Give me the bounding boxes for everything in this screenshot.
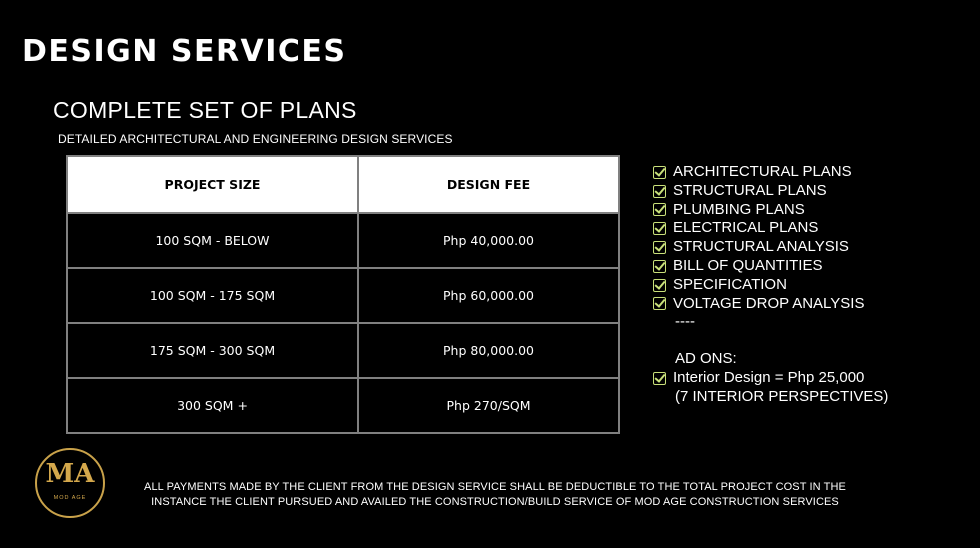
design-fee-cell: Php 60,000.00 xyxy=(358,268,619,323)
table-row xyxy=(67,323,619,378)
checkbox-checked-icon xyxy=(653,185,666,198)
payment-note xyxy=(120,480,870,509)
list-item xyxy=(653,276,888,295)
table-row xyxy=(67,213,619,268)
list-item xyxy=(653,295,888,314)
checkbox-checked-icon xyxy=(653,222,666,235)
design-fee-cell: Php 80,000.00 xyxy=(358,323,619,378)
inclusion-label: STRUCTURAL ANALYSIS xyxy=(673,238,849,256)
list-item xyxy=(653,182,888,201)
design-fee-cell: Php 270/SQM xyxy=(358,378,619,433)
spacer xyxy=(653,332,888,350)
checkbox-checked-icon xyxy=(653,372,666,385)
column-header-design-fee: DESIGN FEE xyxy=(358,156,619,213)
project-size-cell: 100 SQM - 175 SQM xyxy=(67,268,358,323)
inclusions-list xyxy=(653,163,888,407)
list-item xyxy=(653,238,888,257)
addon-item xyxy=(653,369,888,388)
list-item xyxy=(653,257,888,276)
project-size-cell: 300 SQM + xyxy=(67,378,358,433)
addon-label: Interior Design = Php 25,000 xyxy=(673,368,865,386)
checkbox-checked-icon xyxy=(653,241,666,254)
inclusion-label: ARCHITECTURAL PLANS xyxy=(673,163,852,180)
list-item xyxy=(653,163,888,182)
mod-age-logo xyxy=(35,448,105,518)
checkbox-checked-icon xyxy=(653,297,666,310)
logo-monogram: MA xyxy=(45,459,95,489)
inclusion-label: STRUCTURAL PLANS xyxy=(673,181,827,199)
separator: ---- xyxy=(675,313,695,331)
project-size-cell: 100 SQM - BELOW xyxy=(67,213,358,268)
addons-heading: AD ONS: xyxy=(675,350,737,368)
table-row xyxy=(67,378,619,433)
column-header-project-size: PROJECT SIZE xyxy=(67,156,358,213)
inclusion-label: PLUMBING PLANS xyxy=(673,200,805,218)
payment-note-line: ALL PAYMENTS MADE BY THE CLIENT FROM THE DESIGN SERVICE SHALL BE DEDUCTIBLE TO THE TOTAL PROJECT COST IN THE xyxy=(144,481,846,493)
section-description: DETAILED ARCHITECTURAL AND ENGINEERING DESIGN SERVICES xyxy=(58,132,453,146)
logo-wordmark: MOD AGE xyxy=(53,495,87,501)
table-row xyxy=(67,268,619,323)
inclusion-label: SPECIFICATION xyxy=(673,275,787,293)
inclusion-label: VOLTAGE DROP ANALYSIS xyxy=(673,294,865,312)
checkbox-checked-icon xyxy=(653,279,666,292)
checkbox-checked-icon xyxy=(653,166,666,179)
addon-detail: (7 INTERIOR PERSPECTIVES) xyxy=(675,387,889,405)
project-size-cell: 175 SQM - 300 SQM xyxy=(67,323,358,378)
payment-note-line: INSTANCE THE CLIENT PURSUED AND AVAILED THE CONSTRUCTION/BUILD SERVICE OF MOD AGE CONSTRUCTION SERVICES xyxy=(151,495,839,508)
pricing-table xyxy=(66,155,620,434)
inclusion-label: BILL OF QUANTITIES xyxy=(673,256,823,274)
page-title: DESIGN SERVICES xyxy=(22,34,347,69)
list-item xyxy=(653,219,888,238)
checkbox-checked-icon xyxy=(653,260,666,273)
list-item xyxy=(653,201,888,220)
table-header-row xyxy=(67,156,619,213)
inclusion-label: ELECTRICAL PLANS xyxy=(673,219,819,237)
design-fee-cell: Php 40,000.00 xyxy=(358,213,619,268)
section-subtitle: COMPLETE SET OF PLANS xyxy=(53,97,357,123)
checkbox-checked-icon xyxy=(653,203,666,216)
